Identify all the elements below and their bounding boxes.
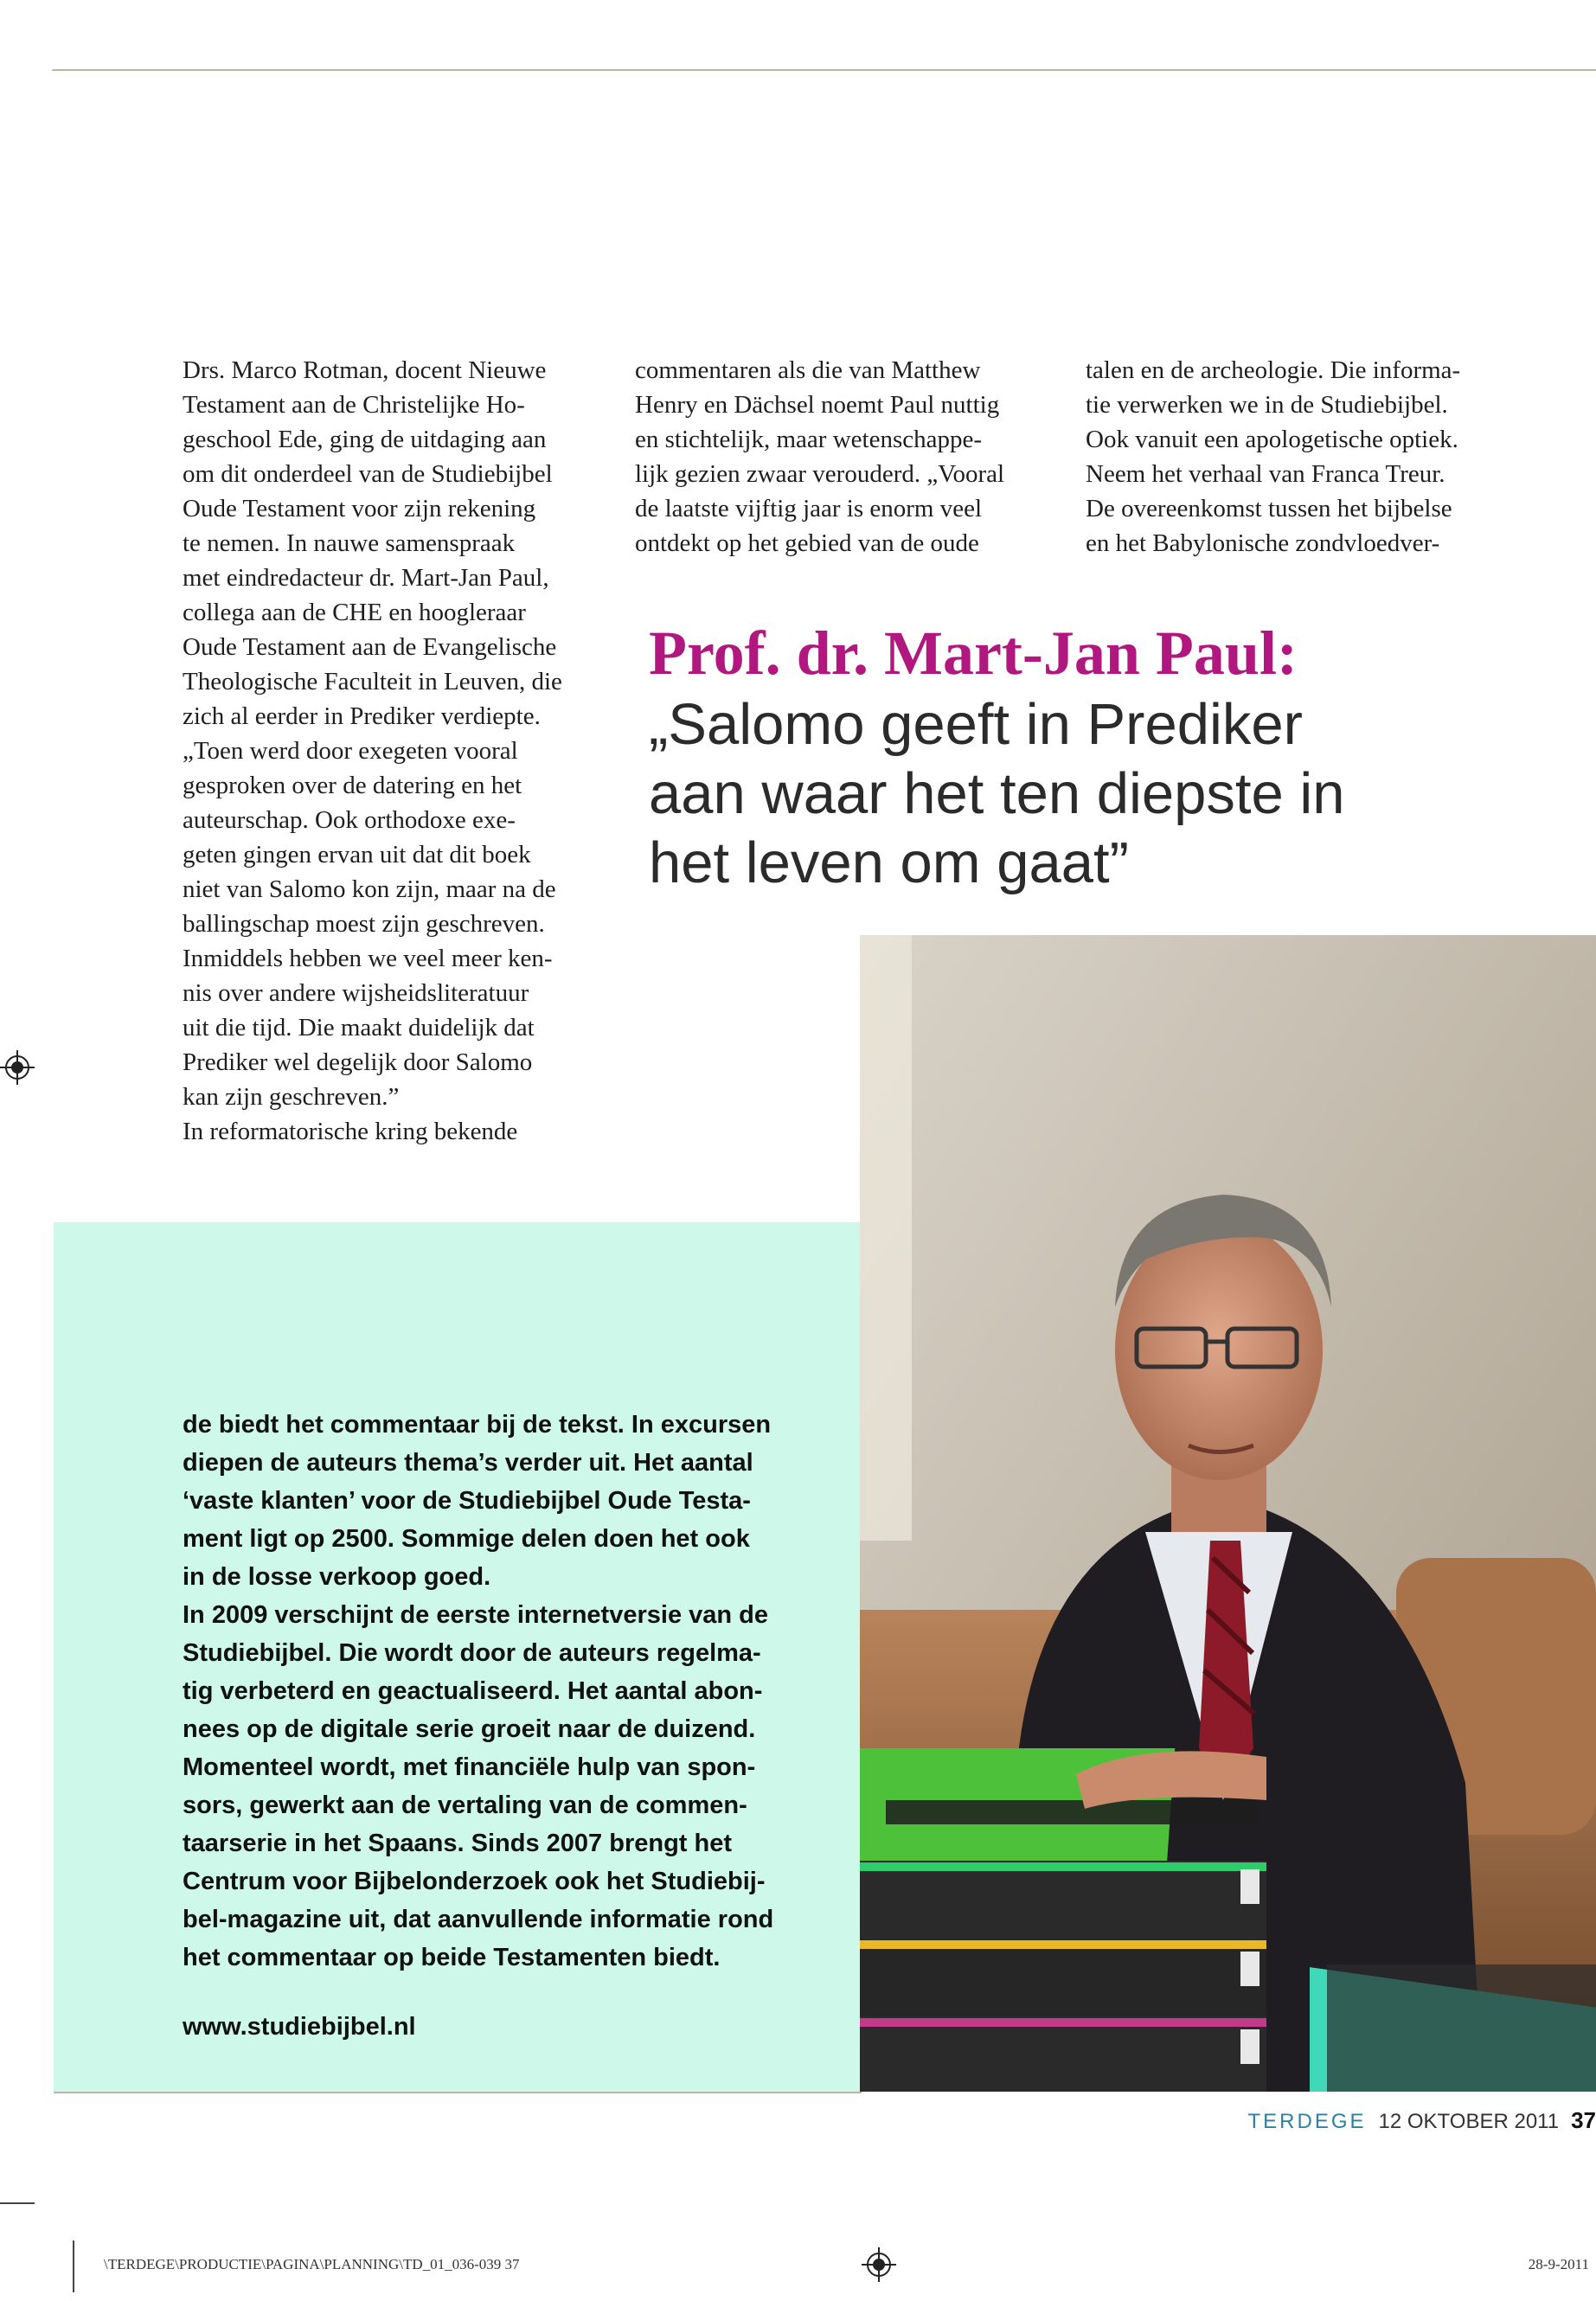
page-footer — [1248, 2107, 1596, 2134]
portrait-photo — [860, 935, 1596, 2092]
info-box-url: www.studiebijbel.nl — [183, 2013, 416, 2041]
registration-mark-icon — [0, 1050, 35, 1085]
top-rule — [52, 69, 1596, 71]
article-column-2: commentaren als die van Matthew Henry en Dächsel noemt Paul nuttig en stichtelijk, maar wetenschappe- lijk gezien zwaar verouderd. „Vooral de laatste vijftig jaar is enorm veel ontdekt op het gebied van de oude — [635, 356, 1005, 557]
page-number: 37 — [1571, 2107, 1596, 2133]
crop-mark-left — [0, 2202, 35, 2204]
heading-quote: „Salomo geeft in Prediker aan waar het ten diepste in het leven om gaat” — [649, 692, 1345, 895]
article-column-3: talen en de archeologie. Die informa- tie verwerken we in de Studiebijbel. Ook vanuit een apologetische optiek. Neem het verhaal van Franca Treur. De overeenkomst tussen het bijbelse en het Babylonische zondvloedver- — [1086, 356, 1461, 557]
portrait-photo-illustration — [860, 935, 1596, 2092]
info-box-text: de biedt het commentaar bij de tekst. In excursen diepen de auteurs thema’s verder uit. Het aantal ‘vaste klanten’ voor de Studiebijbel Oude Testa- ment ligt op 2500. Sommige delen doen het ook in de losse verkoop goed. In 2009 verschijnt de eerste internetversie van de Studiebijbel. Die wordt door de auteurs regelma- tig verbeterd en geactualiseerd. Het aantal abon- nees op de digitale serie groeit naar de duizend. Momenteel wordt, met financiële hulp van spon- sors, gewerkt aan de vertaling van de commen- taarserie in het Spaans. Sinds 2007 brengt het Centrum voor Bijbelonderzoek ook het Studiebij- bel-magazine uit, dat aanvullende informatie rond het commentaar op beide Testamenten biedt. — [183, 1411, 774, 1971]
registration-mark-icon — [862, 2247, 896, 2282]
article-column-1: Drs. Marco Rotman, docent Nieuwe Testament aan de Christelijke Ho- geschool Ede, ging de uitdaging aan om dit onderdeel van de Studiebijbel Oude Testament voor zijn rekening te nemen. In nauwe samenspraak met eindredacteur dr. Mart-Jan Paul, collega aan de CHE en hoogleraar Oude Testament aan de Evangelische Theologische Faculteit in Leuven, die zich al eerder in Prediker verdiepte. „Toen werd door exegeten vooral gesproken over de datering en het auteurschap. Ook orthodoxe exe- geten gingen ervan uit dat dit boek niet van Salomo kon zijn, maar na de ballingschap moest zijn geschreven. Inmiddels hebben we veel meer ken- nis over andere wijsheidsliteratuur uit die tijd. Die maakt duidelijk dat Prediker wel degelijk door Salomo kan zijn geschreven.” In reformatorische kring bekende — [183, 356, 562, 1145]
pull-quote-heading — [649, 616, 1592, 898]
heading-name: Prof. dr. Mart-Jan Paul: — [649, 619, 1298, 688]
footer-date: 12 OKTOBER 2011 — [1378, 2110, 1560, 2133]
footer-brand: TERDEGE — [1247, 2110, 1367, 2133]
slug-path: \TERDEGE\PRODUCTIE\PAGINA\PLANNING\TD_01_036-039 37 — [104, 2256, 520, 2272]
slug-date: 28-9-2011 — [1528, 2256, 1589, 2272]
crop-mark-bottom — [73, 2240, 74, 2292]
